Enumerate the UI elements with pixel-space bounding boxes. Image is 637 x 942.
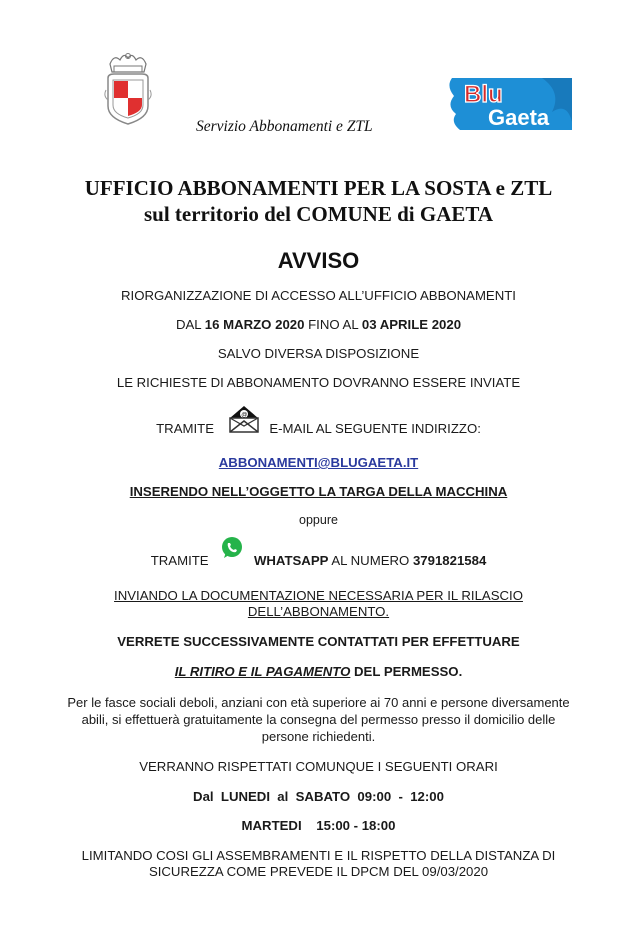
email-suffix: E-MAIL AL SEGUENTE INDIRIZZO: <box>269 420 481 436</box>
period-end-date: 03 APRILE 2020 <box>361 317 462 332</box>
documents-line-1: INVIANDO LA DOCUMENTAZIONE NECESSARIA PER IL RILASCIO <box>114 588 523 603</box>
coat-of-arms-logo <box>104 50 152 128</box>
contact-line: VERRETE SUCCESSIVAMENTE CONTATTATI PER EFFETTUARE <box>117 634 520 649</box>
service-name: Servizio Abbonamenti e ZTL <box>196 118 373 135</box>
email-prefix: TRAMITE <box>156 420 214 436</box>
blu-gaeta-logo <box>442 72 576 132</box>
pickup-rest: DEL PERMESSO. <box>350 664 463 679</box>
period-middle: FINO AL <box>304 317 362 332</box>
svg-text:Gaeta: Gaeta <box>488 105 550 130</box>
subject-note: INSERENDO NELL’OGGETTO LA TARGA DELLA MACCHINA <box>129 484 508 499</box>
closing-line-2: SICUREZZA COME PREVEDE IL DPCM DEL 09/03/2020 <box>148 864 489 879</box>
whatsapp-label: WHATSAPP <box>253 552 329 568</box>
notice-heading: AVVISO <box>277 248 360 273</box>
period-prefix: DAL <box>175 317 205 332</box>
whatsapp-middle: AL NUMERO <box>328 552 413 568</box>
reorganization-line: RIORGANIZZAZIONE DI ACCESSO ALL’UFFICIO ABBONAMENTI <box>121 288 516 303</box>
unless-line: SALVO DIVERSA DISPOSIZIONE <box>217 346 420 361</box>
title-line-2: sul territorio del COMUNE di GAETA <box>143 202 493 226</box>
hours-tuesday: MARTEDI 15:00 - 18:00 <box>241 818 396 833</box>
closing-line-1: LIMITANDO COSI GLI ASSEMBRAMENTI E IL RISPETTO DELLA DISTANZA DI <box>81 848 556 863</box>
social-assistance-paragraph: Per le fasce sociali deboli, anziani con età superiore ai 70 anni e persone diversamente abili, si effettuerà gratuitamente la consegna del permesso presso il domicilio delle persone richiedenti. <box>67 695 570 744</box>
hours-intro: VERRANNO RISPETTATI COMUNQUE I SEGUENTI ORARI <box>139 759 498 774</box>
period-line <box>0 317 637 332</box>
envelope-icon <box>228 404 260 447</box>
svg-text:Blu: Blu <box>464 81 503 108</box>
hours-weekdays: Dal LUNEDI al SABATO 09:00 - 12:00 <box>193 789 444 804</box>
pickup-emphasis: IL RITIRO E IL PAGAMENTO <box>174 664 351 679</box>
period-start-date: 16 MARZO 2020 <box>204 317 305 332</box>
email-instruction-line <box>0 408 637 442</box>
or-separator: oppure <box>299 513 338 527</box>
title-line-1: UFFICIO ABBONAMENTI PER LA SOSTA e ZTL <box>84 176 553 200</box>
email-address-link[interactable]: ABBONAMENTI@BLUGAETA.IT <box>218 455 419 470</box>
svg-text:@: @ <box>240 412 247 419</box>
whatsapp-number: 3791821584 <box>412 552 487 568</box>
pickup-line <box>0 664 637 679</box>
whatsapp-prefix: TRAMITE <box>150 552 209 568</box>
requests-line: LE RICHIESTE DI ABBONAMENTO DOVRANNO ESSERE INVIATE <box>116 375 521 390</box>
whatsapp-instruction-line <box>0 544 637 574</box>
whatsapp-icon <box>220 536 244 571</box>
documents-line-2: DELL’ABBONAMENTO. <box>247 604 390 619</box>
email-address-row <box>0 455 637 470</box>
